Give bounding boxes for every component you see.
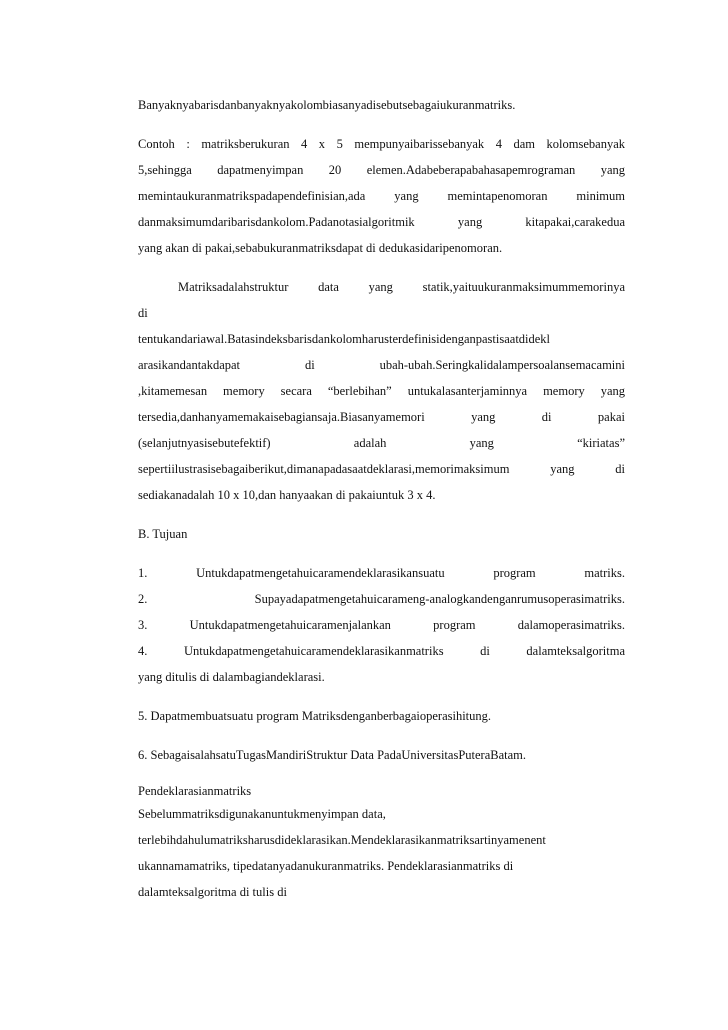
goal-item-continuation: yang ditulis di dalambagiandeklarasi. — [138, 670, 325, 684]
declaration-section — [138, 781, 625, 905]
text-line: ukannamamatriks, tipedatanyadanukuranmatriks. Pendeklarasianmatriks di — [138, 859, 514, 873]
goal-item: 6. SebagaisalahsatuTugasMandiriStruktur Data PadaUniversitasPuteraBatam. — [138, 748, 527, 762]
text-line: tentukandariawal.Batasindeksbarisdankolomharusterdefinisidenganpastisaatdidekl — [138, 332, 551, 346]
section-heading-tujuan: B. Tujuan — [138, 527, 188, 541]
document-body — [138, 92, 625, 905]
text-line: Sebelummatriksdigunakanuntukmenyimpan data, — [138, 807, 386, 821]
goals-list — [138, 560, 625, 690]
intro-paragraph: Banyaknyabarisdanbanyaknyakolombiasanyadisebutsebagaiukuranmatriks. — [138, 98, 516, 112]
text-line: sediakanadalah 10 x 10,dan hanyaakan di pakaiuntuk 3 x 4. — [138, 488, 436, 502]
text-line: ,kitamemesan memory secara “berlebihan” untukalasanterjaminnya memory yang — [138, 384, 625, 398]
goal-item: 5. Dapatmembuatsuatu program Matriksdenganberbagaioperasihitung. — [138, 709, 492, 723]
goal-item: 3. Untukdapatmengetahuicaramenjalankan program dalamoperasimatriks. — [138, 618, 625, 632]
text-line: 5,sehingga dapatmenyimpan 20 elemen.Adabeberapabahasapemrograman yang — [138, 163, 625, 177]
text-line: sepertiilustrasisebagaiberikut,dimanapadasaatdeklarasi,memorimaksimum yang di — [138, 462, 625, 476]
text-line: dalamteksalgoritma di tulis di — [138, 885, 287, 899]
text-line: danmaksimumdaribarisdankolom.Padanotasialgoritmik yang kitapakai,carakedua — [138, 215, 625, 229]
text-line: (selanjutnyasisebutefektif) adalah yang “kiriatas” — [138, 436, 625, 450]
text-line: Contoh : matriksberukuran 4 x 5 mempunyaibarissebanyak 4 dam kolomsebanyak — [138, 137, 625, 151]
goal-item: 4. Untukdapatmengetahuicaramendeklarasikanmatriks di dalamteksalgoritma — [138, 644, 625, 658]
goal-item: 1. Untukdapatmengetahuicaramendeklarasikansuatu program matriks. — [138, 566, 625, 580]
example-paragraph — [138, 131, 625, 261]
text-line: di — [138, 306, 148, 320]
text-line: tersedia,danhanyamemakaisebagiansaja.Biasanyamemori yang di pakai — [138, 410, 625, 424]
text-line: Matriksadalahstruktur data yang statik,yaituukuranmaksimummemorinya — [178, 280, 625, 294]
text-line: arasikandantakdapat di ubah-ubah.Seringkalidalampersoalansemacamini — [138, 358, 625, 372]
text-line: memintaukuranmatrikspadapendefinisian,ada yang memintapenomoran minimum — [138, 189, 625, 203]
declaration-heading: Pendeklarasianmatriks — [138, 784, 252, 798]
static-structure-paragraph — [138, 274, 625, 508]
text-line: yang akan di pakai,sebabukuranmatriksdapat di dedukasidaripenomoran. — [138, 241, 503, 255]
goal-item: 2. Supayadapatmengetahuicarameng-analogkandenganrumusoperasimatriks. — [138, 592, 625, 606]
text-line: terlebihdahulumatriksharusdideklarasikan.Mendeklarasikanmatriksartinyamenent — [138, 833, 546, 847]
